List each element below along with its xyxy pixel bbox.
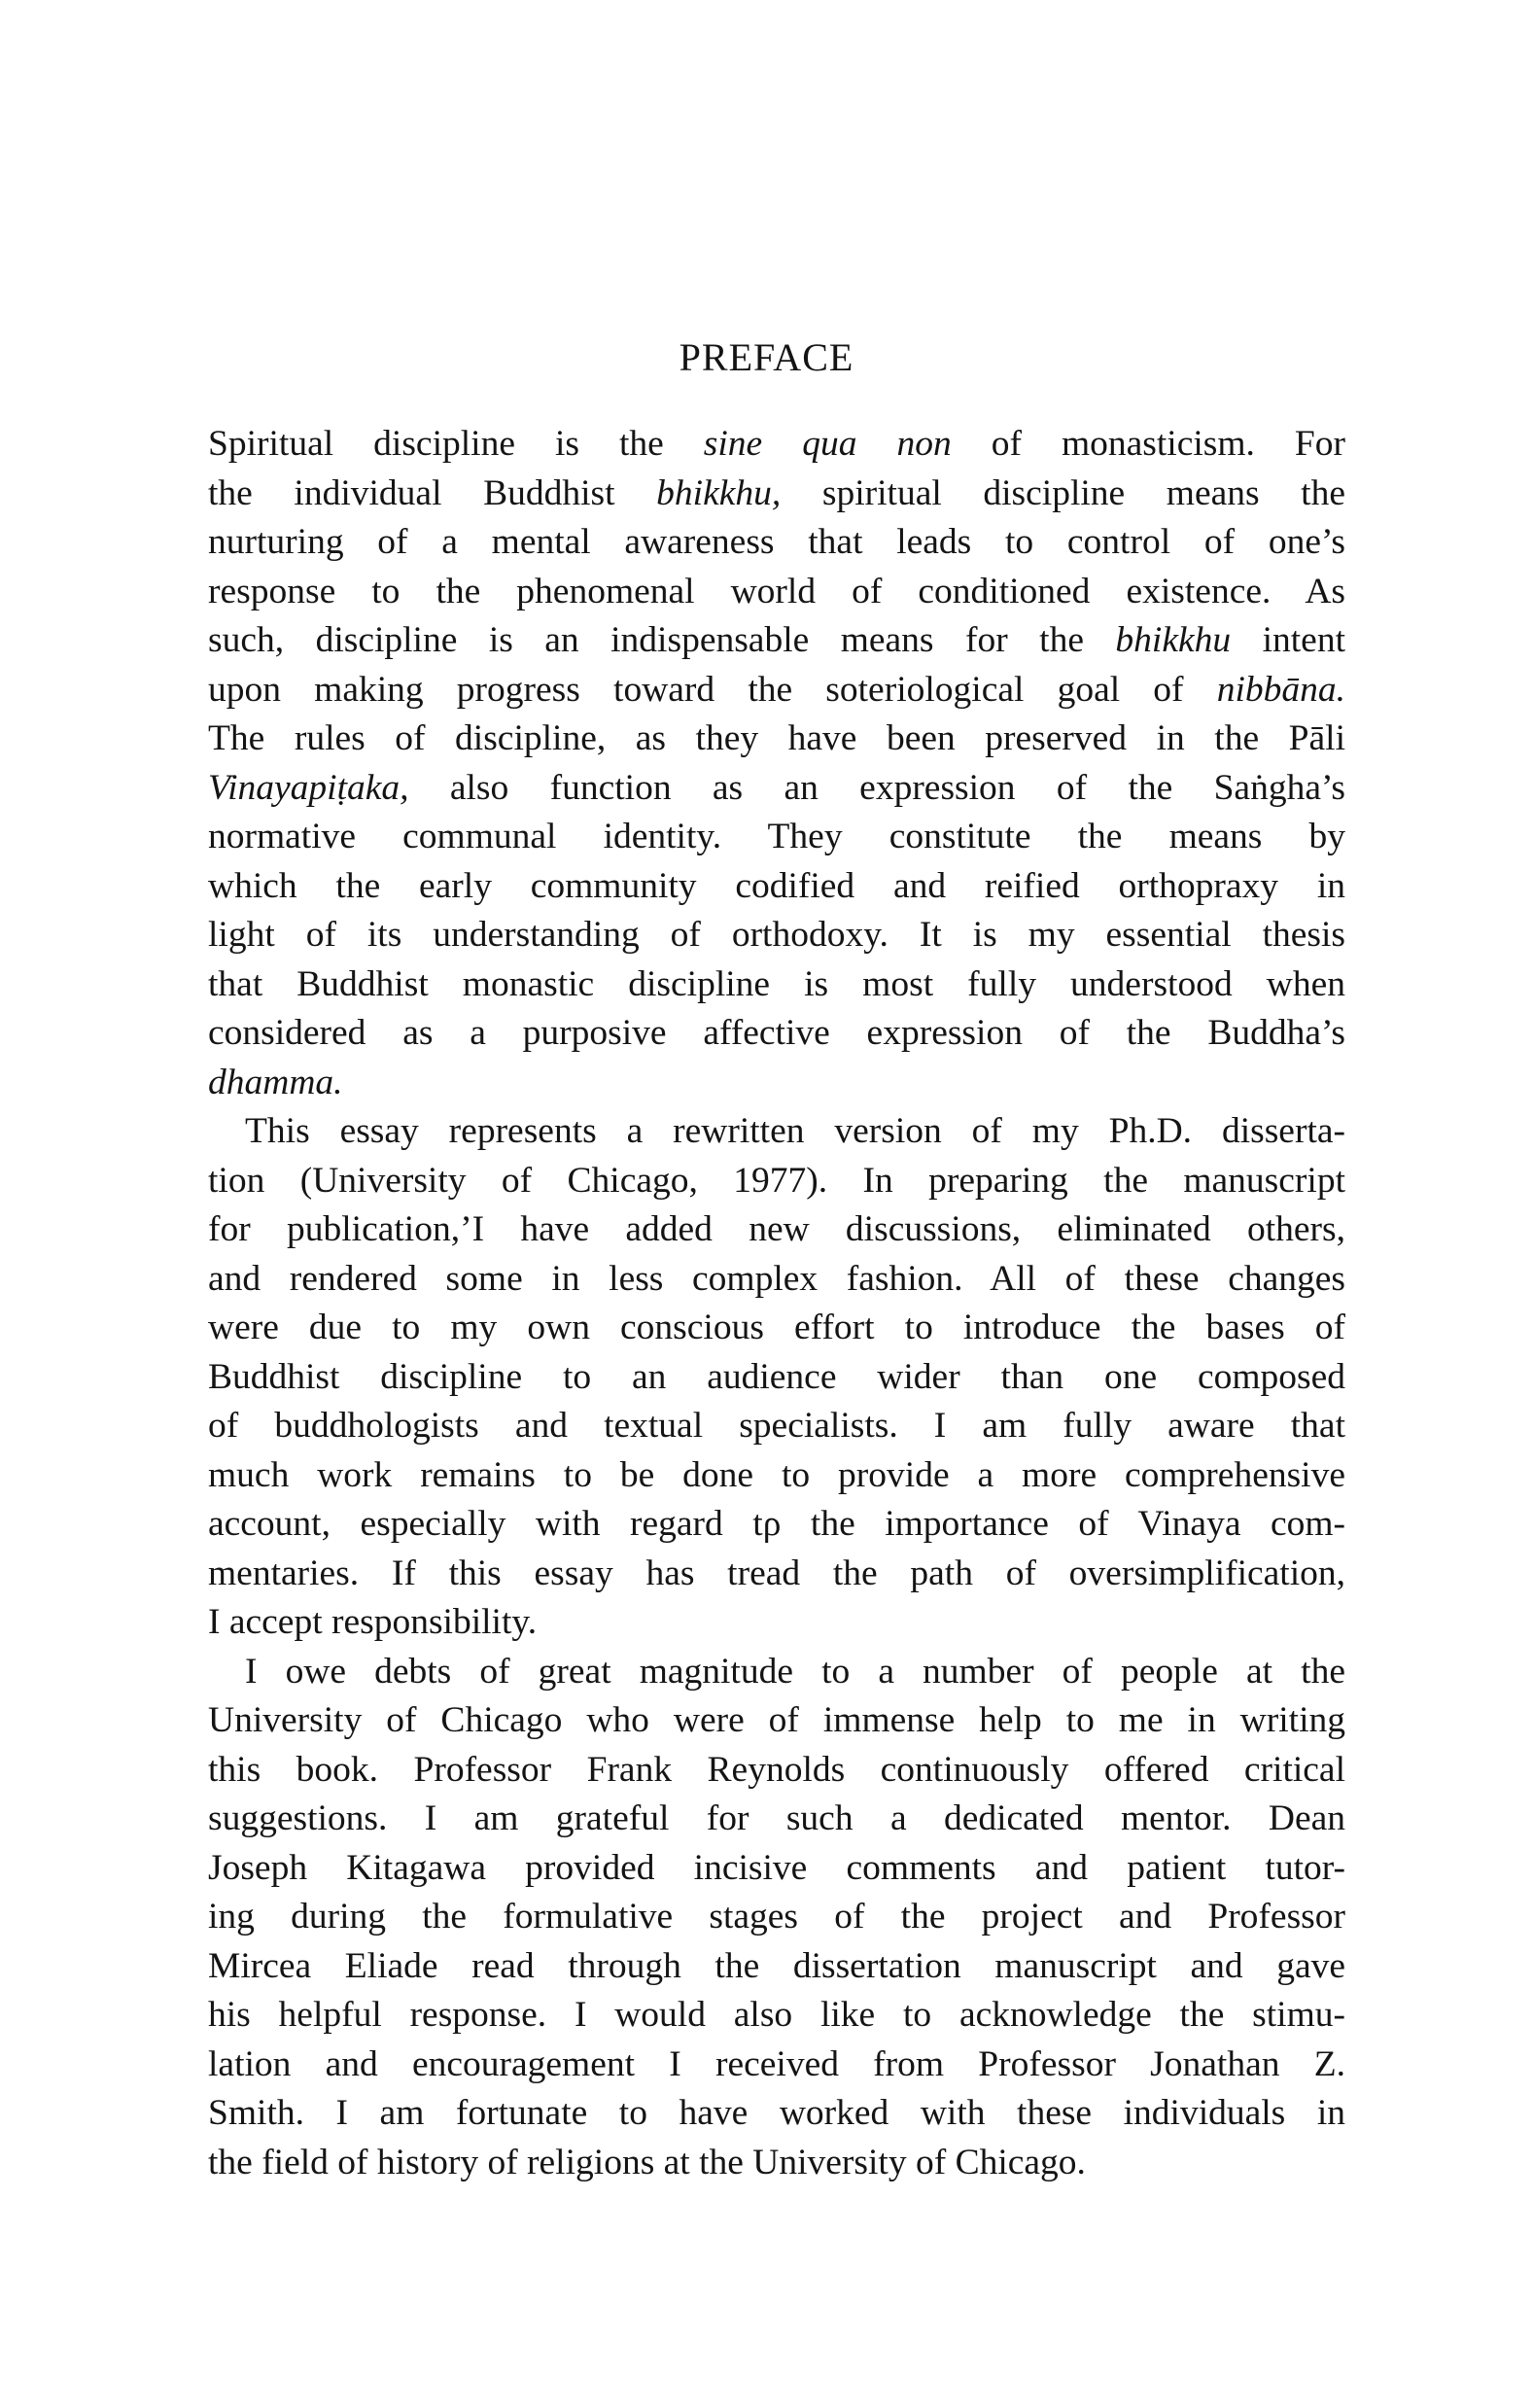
text-run: suggestions. I am grateful for such a dedicated mentor. Dean [208,1798,1345,1838]
text-run: response to the phenomenal world of conditioned existence. As [208,571,1345,611]
text-line [208,1893,1345,1942]
text-run: ing during the formulative stages of the project and Professor [208,1897,1345,1937]
text-line [208,2041,1345,2090]
text-line [208,1550,1345,1599]
text-run: the field of history of religions at the University of Chicago. [208,2142,1086,2182]
text-line [208,666,1345,715]
text-run: I accept responsibility. [208,1602,538,1642]
text-run: Smith. I am fortunate to have worked with these individuals in [208,2093,1345,2133]
text-line [208,1598,1345,1648]
text-run: account, especially with regard tρ the importance of Vinaya com- [208,1504,1345,1544]
text-line [208,1402,1345,1451]
text-run: much work remains to be done to provide a more comprehensive [208,1454,1345,1495]
text-run: and rendered some in less complex fashion. All of these changes [208,1258,1345,1299]
text-run: the individual Buddhist [208,472,657,513]
text-run: nurturing of a mental awareness that leads to control of one’s [208,522,1345,562]
text-line [208,1451,1345,1501]
text-run: tion (University of Chicago, 1977). In preparing the manuscript [208,1160,1345,1201]
text-run: Joseph Kitagawa provided incisive comments and patient tutor- [208,1847,1345,1888]
text-line [208,470,1345,519]
text-run: University of Chicago who were of immense help to me in writing [208,1700,1345,1740]
text-line [208,1059,1345,1108]
text-run: mentaries. If this essay has tread the path of oversimplification, [208,1553,1345,1593]
text-line [208,518,1345,568]
italic-term: sine qua non [703,424,952,464]
text-line [208,862,1345,912]
text-run: spiritual discipline means the [781,472,1345,513]
text-run: his helpful response. I would also like to acknowledge the stimu- [208,1995,1345,2035]
text-run: Buddhist discipline to an audience wider than one composed [208,1356,1345,1397]
text-line [208,1844,1345,1894]
text-line [208,568,1345,617]
text-run: Spiritual discipline is the [208,424,704,464]
text-line [208,715,1345,764]
text-run: lation and encouragement I received from Professor Jonathan Z. [208,2043,1345,2084]
text-run: which the early community codified and reified orthopraxy in [208,865,1345,906]
text-line [208,1009,1345,1059]
text-run: such, discipline is an indispensable means for the [208,620,1116,660]
italic-term: bhikkhu [1115,620,1232,660]
text-run: This essay represents a rewritten version of my Ph.D. disserta- [245,1111,1345,1151]
text-run: upon making progress toward the soteriological goal of [208,669,1217,710]
text-run: were due to my own conscious effort to introduce the bases of [208,1308,1345,1347]
text-run: intent [1231,620,1345,660]
text-line [208,1255,1345,1305]
text-run: of monasticism. For [951,424,1345,464]
page-title: PREFACE [679,335,854,379]
text-line [208,1353,1345,1403]
preface-body [208,420,1345,2187]
text-line [208,2089,1345,2139]
text-run: for publication,’I have added new discussions, eliminated others, [208,1209,1345,1249]
text-run: Mircea Eliade read through the dissertation manuscript and gave [208,1945,1345,1986]
text-run: The rules of discipline, as they have been preserved in the Pāli [208,718,1345,758]
paragraph [208,1107,1345,1648]
text-line [208,1991,1345,2041]
italic-term: nibbāna. [1216,669,1345,710]
text-line [208,2139,1345,2188]
text-line [208,616,1345,666]
text-line [208,1304,1345,1353]
text-line [208,1795,1345,1844]
text-line [208,1942,1345,1992]
text-line [208,911,1345,960]
text-run: this book. Professor Frank Reynolds continuously offered critical [208,1749,1345,1790]
text-line [208,1107,1345,1157]
paragraph [208,1648,1345,2188]
text-line [208,420,1345,470]
text-line [208,1157,1345,1206]
paragraph [208,420,1345,1107]
text-line [208,960,1345,1010]
text-line [208,1205,1345,1255]
text-run: that Buddhist monastic discipline is most fully understood when [208,963,1345,1004]
text-run: normative communal identity. They constitute the means by [208,817,1345,856]
text-run: of buddhologists and textual specialists. I am fully aware that [208,1406,1345,1446]
text-run: considered as a purposive affective expression of the Buddha’s [208,1013,1345,1053]
text-run: I owe debts of great magnitude to a number of people at the [245,1651,1345,1692]
italic-term: bhikkhu, [656,472,782,513]
text-line [208,1648,1345,1697]
text-line [208,764,1345,814]
italic-term: dhamma. [208,1062,343,1102]
text-run: also function as an expression of the Saṅgha’s [408,767,1345,808]
italic-term: Vinayapiṭaka, [208,767,409,808]
text-line [208,1500,1345,1550]
text-line [208,1696,1345,1746]
text-run: light of its understanding of orthodoxy. It is my essential thesis [208,915,1345,955]
text-line [208,813,1345,862]
text-line [208,1746,1345,1796]
